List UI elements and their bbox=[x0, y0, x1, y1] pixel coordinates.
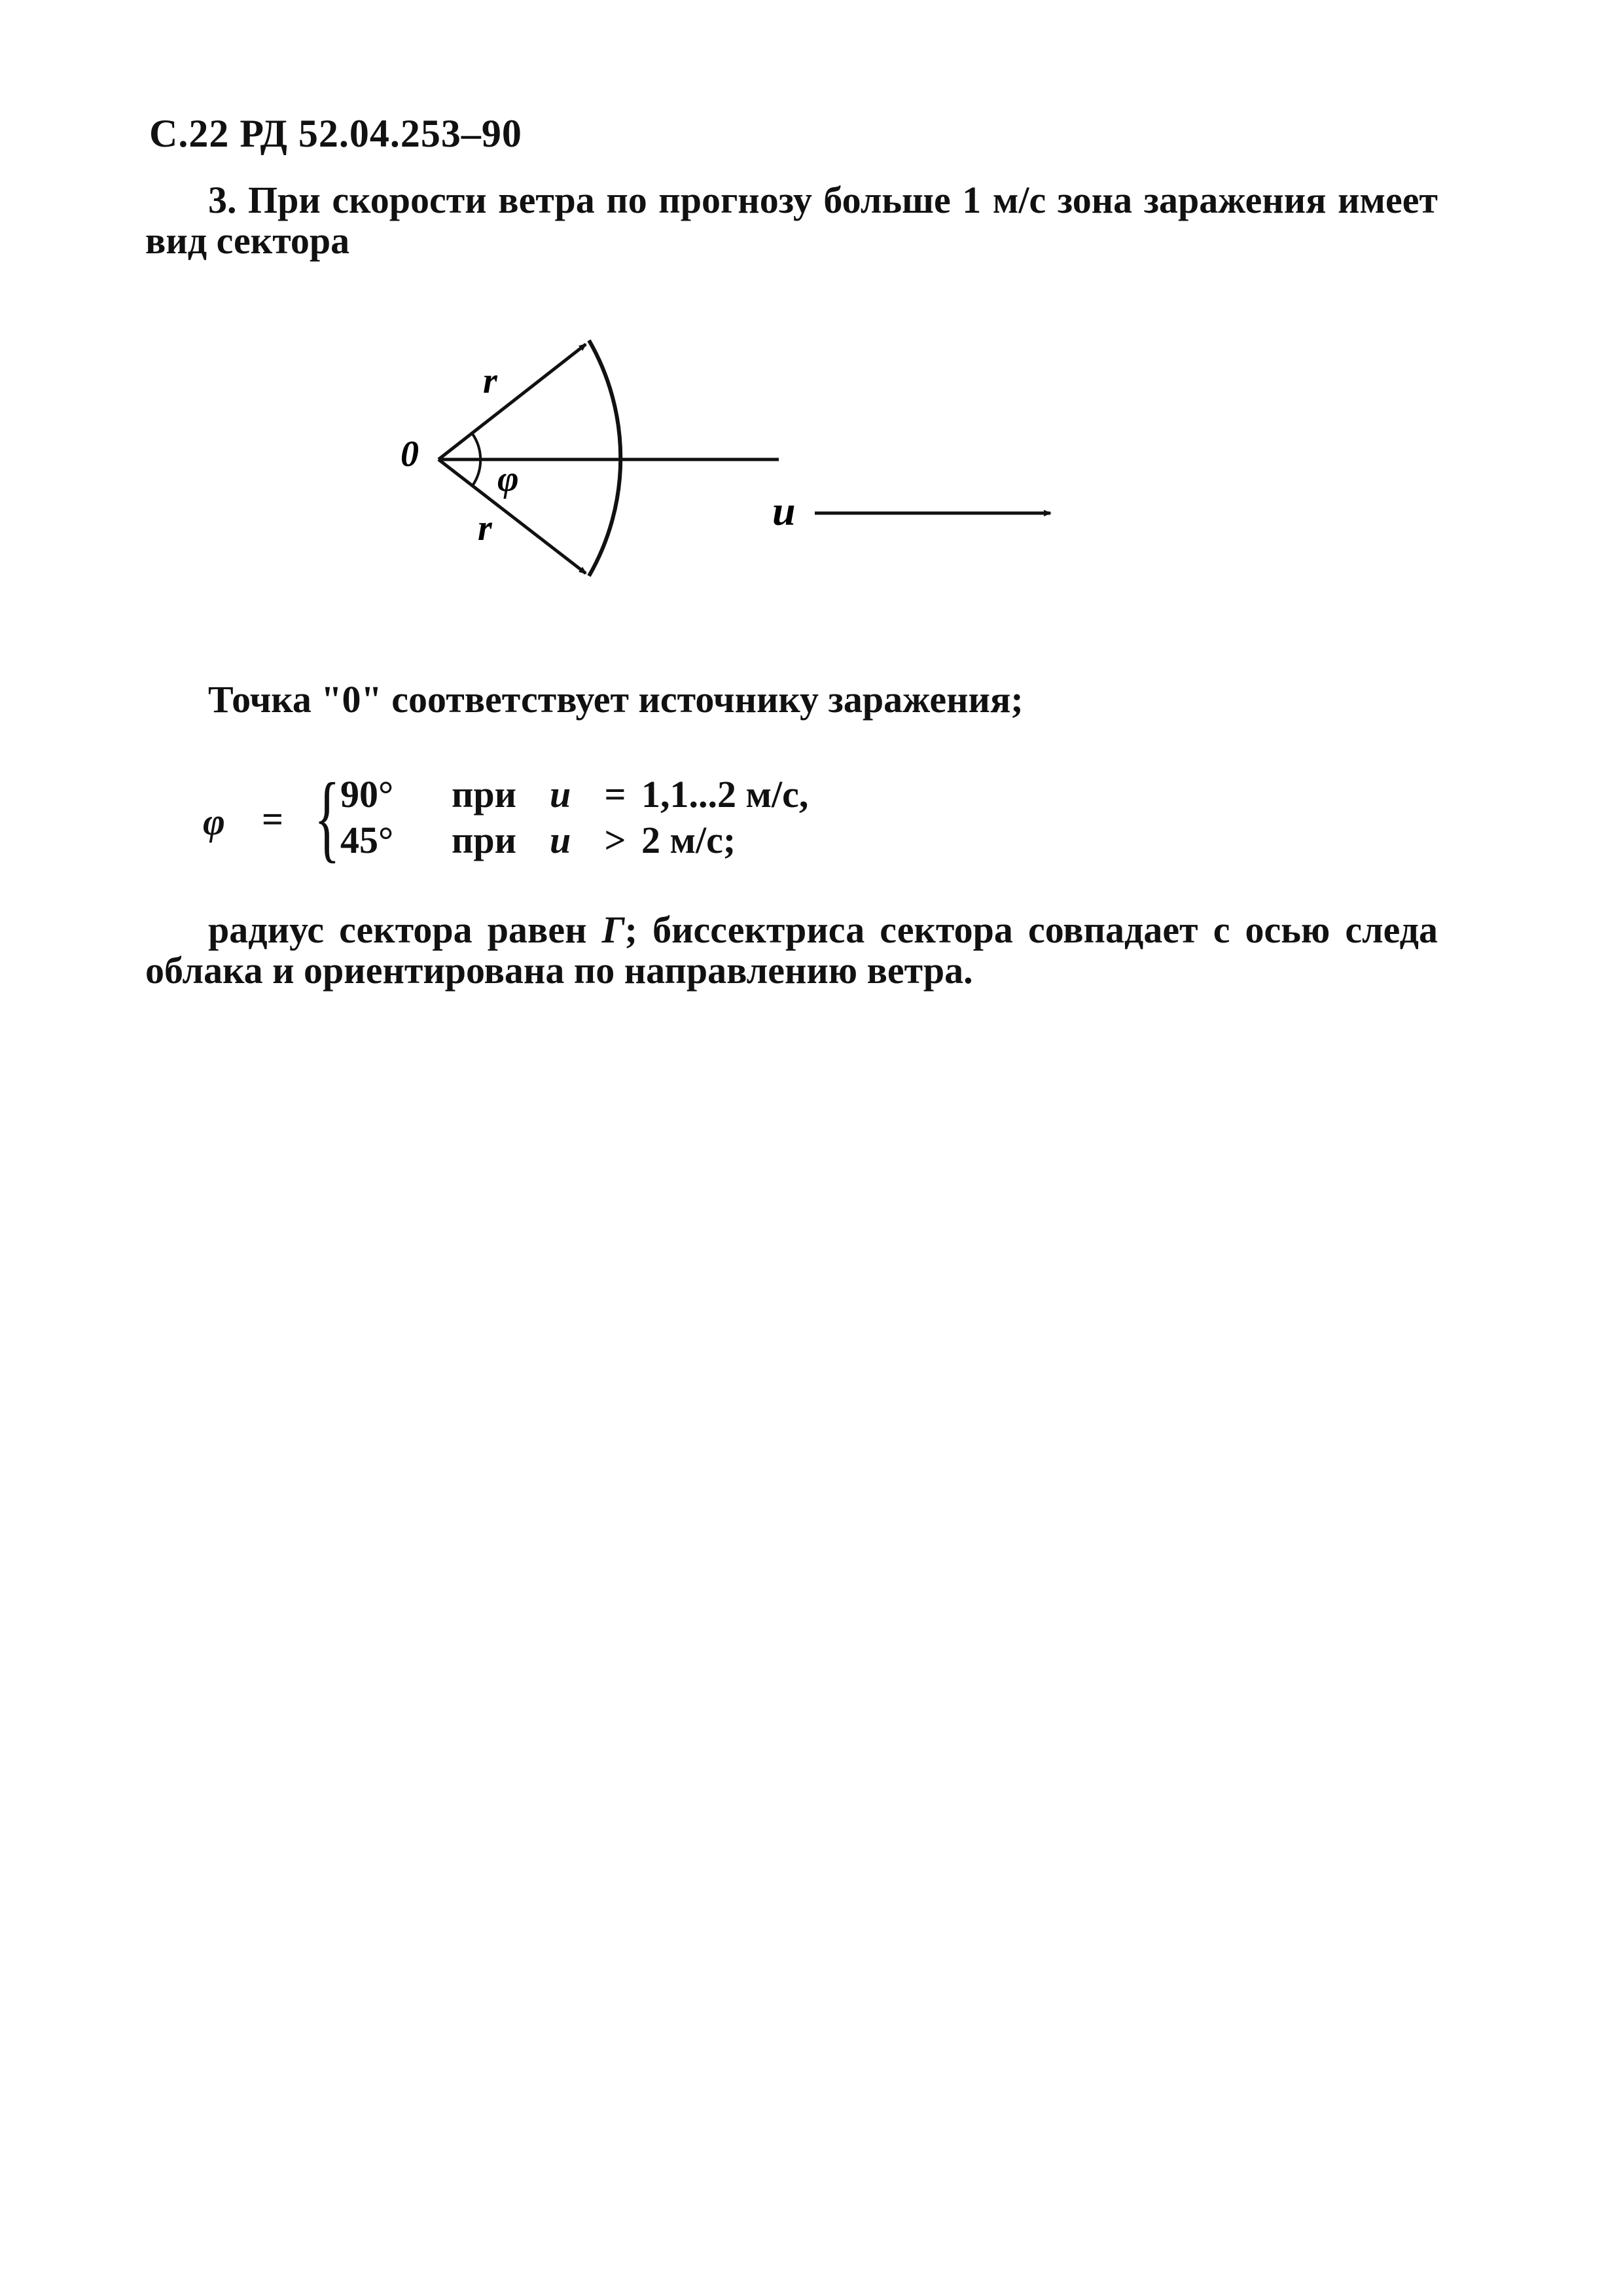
formula-variable: u bbox=[550, 819, 571, 861]
formula-word: при bbox=[452, 773, 517, 816]
page-header: С.22 РД 52.04.253–90 bbox=[149, 112, 522, 155]
sector-diagram bbox=[366, 314, 1099, 615]
paragraph-wind-sector bbox=[145, 180, 1438, 261]
formula-row bbox=[340, 818, 736, 861]
formula-brace: { bbox=[314, 763, 340, 872]
formula-word: при bbox=[452, 819, 517, 861]
wind-label: u bbox=[772, 488, 796, 534]
origin-caption: Точка "0" соответствует источнику заражения; bbox=[208, 678, 1024, 721]
paragraph-sector-radius-after: ; биссектриса сектора совпадает с осью следа облака и ориентирована по направлению ветра. bbox=[145, 908, 1438, 992]
formula-row bbox=[340, 772, 808, 816]
radius-label-upper: r bbox=[483, 361, 497, 401]
formula-operator: > bbox=[604, 819, 626, 861]
formula-value: 1,1...2 м/с, bbox=[641, 773, 809, 816]
formula-variable: u bbox=[550, 773, 571, 816]
paragraph-wind-sector-text: 3. При скорости ветра по прогнозу больше 1 м/с зона заражения имеет вид сектора bbox=[145, 179, 1438, 262]
formula-equals: = bbox=[262, 798, 284, 840]
paragraph-sector-radius bbox=[145, 910, 1438, 991]
angle-label: φ bbox=[497, 459, 519, 499]
formula-value: 2 м/с; bbox=[641, 819, 736, 861]
formula-angle: 45° bbox=[340, 819, 394, 861]
formula-lhs: φ bbox=[203, 800, 225, 843]
formula-angle: 90° bbox=[340, 773, 394, 816]
paragraph-sector-radius-before: радиус сектора равен bbox=[208, 908, 602, 951]
formula-operator: = bbox=[604, 773, 626, 816]
angle-formula bbox=[196, 763, 982, 872]
radius-symbol: Г bbox=[601, 908, 625, 951]
origin-label: 0 bbox=[401, 434, 419, 475]
radius-label-lower: r bbox=[478, 508, 492, 548]
radius-line-upper bbox=[438, 344, 586, 459]
